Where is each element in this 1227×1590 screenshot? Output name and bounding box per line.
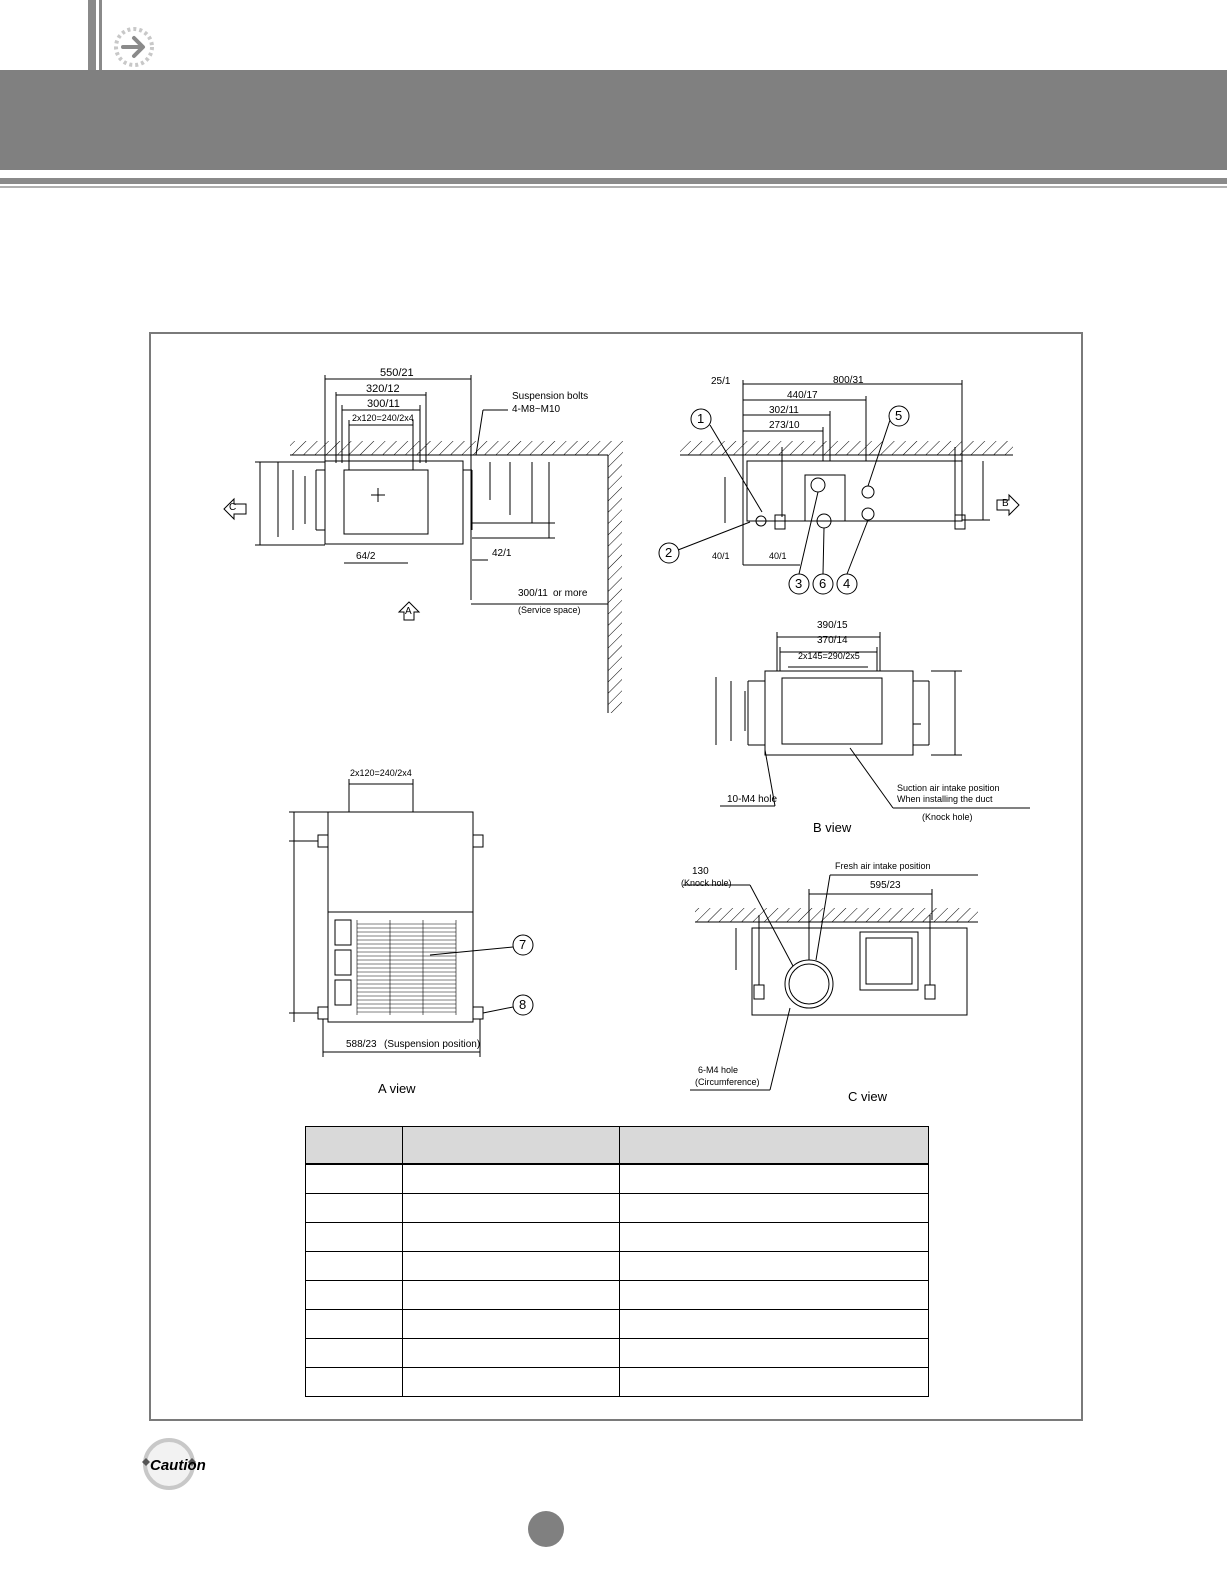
callout-4-label: 4 [843,576,851,591]
c-view-caption: C view [848,1089,888,1104]
table-row [306,1164,929,1194]
dim-label: 25/1 [711,376,731,387]
dim-label: 273/10 [769,420,800,431]
table-row [306,1281,929,1310]
dim-label: 588/23 [346,1039,377,1050]
view-marker-b-label: B [1002,498,1009,509]
dim-label: 390/15 [817,620,848,631]
dim-label: 40/1 [712,551,730,561]
suction-note-2: When installing the duct [897,794,993,804]
table-header-cell [403,1127,620,1165]
hole-note: 10-M4 hole [727,794,778,805]
a-view-body [328,812,473,912]
c-view-diameter: 130 [692,866,709,877]
fresh-air-note: Fresh air intake position [835,861,931,871]
callout-1-label: 1 [697,411,705,426]
table-row [306,1368,929,1397]
dim-label: 2x120=240/2x4 [350,768,412,778]
c-view-knock-hole: (Knock hole) [681,878,732,888]
suction-note: Suction air intake position [897,783,1000,793]
callout-7-label: 7 [519,937,527,952]
wall-hatch [608,455,622,713]
table-header-row [306,1127,929,1165]
hole-note: 6-M4 hole [698,1065,739,1075]
dim-label: 300/11 [367,398,400,410]
dim-label: 42/1 [492,548,512,559]
dim-label: 550/21 [380,367,414,379]
unit-body-top [325,461,463,544]
dim-label: 40/1 [769,551,787,561]
table-row [306,1223,929,1252]
unit-panel [344,470,428,534]
dim-label: 440/17 [787,390,818,401]
dim-label: (Suspension position) [384,1039,481,1050]
caution-label: Caution [150,1457,206,1474]
dim-label: 320/12 [366,383,400,395]
b-view-panel [782,678,882,744]
suspension-bolts-label: Suspension bolts [512,391,589,402]
view-marker-c-label: C [229,502,237,513]
table-header-cell [306,1127,403,1165]
c-view-intake [785,960,833,1008]
dim-label: 2x120=240/2x4 [352,413,414,423]
table-row [306,1339,929,1368]
dim-label: 64/2 [356,551,376,562]
callout-3-label: 3 [795,576,803,591]
service-space-label: (Service space) [518,605,581,615]
callout-5-label: 5 [895,408,903,423]
parts-table [305,1126,929,1397]
service-space-dim: 300/11 [518,588,548,599]
callout-2-label: 2 [665,545,673,560]
table-row [306,1194,929,1223]
ceiling-hatch-3 [695,908,978,922]
dim-label: 370/14 [817,635,848,646]
callout-8-label: 8 [519,997,527,1012]
table-row [306,1310,929,1339]
unit-body-side [747,461,962,521]
dim-label: 302/11 [769,405,799,416]
ceiling-hatch [290,441,623,455]
table-row [306,1252,929,1281]
table-header-cell [620,1127,929,1165]
suspension-bolts-spec: 4-M8~M10 [512,404,561,415]
b-view-body [765,671,913,755]
dim-label: 595/23 [870,880,901,891]
service-space-more: or more [553,588,588,599]
knock-hole-note: (Knock hole) [922,812,973,822]
dim-label: 800/31 [833,375,864,386]
page-number-dot [528,1511,564,1547]
view-marker-a-label: A [405,606,412,617]
ceiling-hatch-2 [680,441,1013,455]
callout-6-label: 6 [819,576,827,591]
dim-label: 2x145=290/2x5 [798,651,860,661]
circumference-note: (Circumference) [695,1077,760,1087]
a-view-caption: A view [378,1081,416,1096]
b-view-caption: B view [813,820,852,835]
